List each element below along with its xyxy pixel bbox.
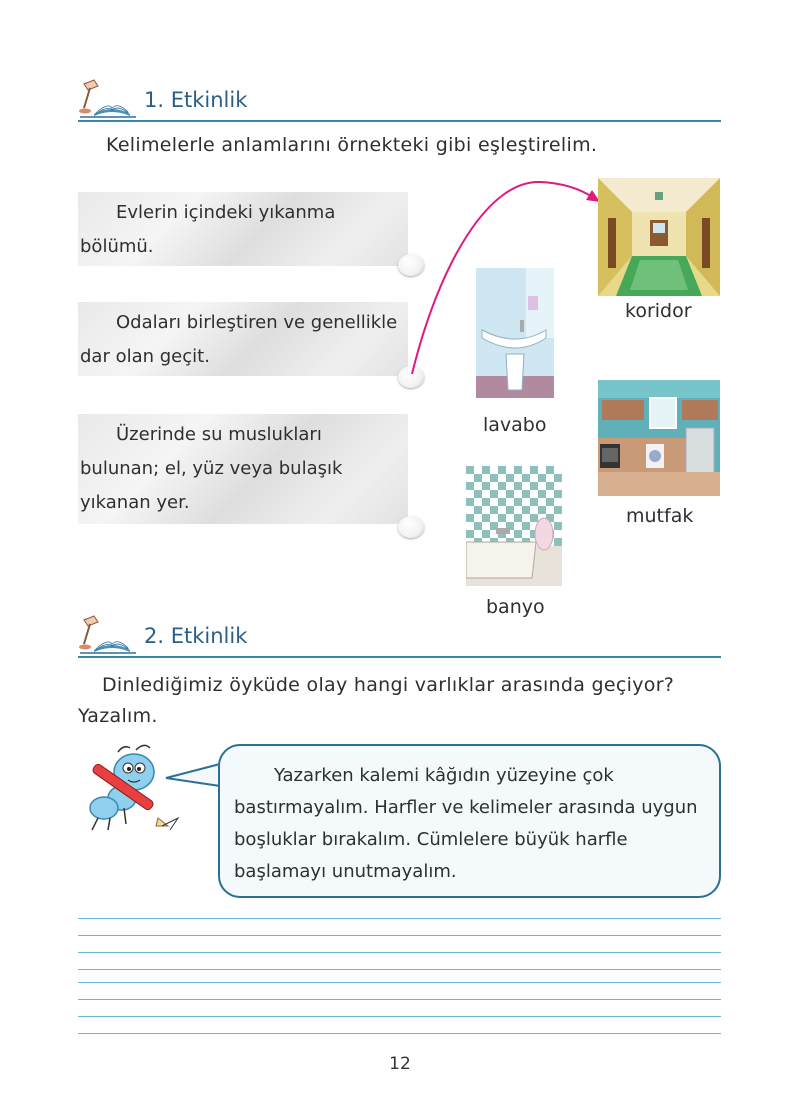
writing-lines-1[interactable] (78, 918, 721, 970)
activity1-rule (78, 120, 721, 122)
activity1-title: 1. Etkinlik (144, 88, 248, 112)
corridor-picture (598, 178, 720, 296)
desk-lamp-book-icon (78, 614, 138, 654)
writing-lines-2[interactable] (78, 982, 721, 1034)
writing-tip-bubble (218, 744, 721, 898)
bathroom-picture (466, 466, 562, 586)
word-lavabo: lavabo (483, 414, 547, 436)
definition-text-3: Üzerinde su muslukları bulunan; el, yüz veya bulaşık yıkanan yer. (80, 424, 343, 513)
sink-picture (476, 268, 554, 398)
activity2-title: 2. Etkinlik (144, 624, 248, 648)
desk-lamp-book-icon (78, 78, 138, 118)
definition-card-2 (78, 302, 408, 376)
activity2-header (78, 614, 721, 658)
activity1-header (78, 78, 721, 122)
definition-text-2: Odaları birleştiren ve genellikle dar olan geçit. (80, 312, 398, 367)
word-banyo: banyo (486, 596, 545, 618)
match-dot-3[interactable] (398, 516, 424, 538)
kitchen-picture (598, 380, 720, 496)
word-mutfak: mutfak (626, 505, 694, 527)
activity2-instruction: Dinlediğimiz öyküde olay hangi varlıklar arasında geçiyor? Yazalım. (78, 674, 675, 727)
definition-text-1: Evlerin içindeki yıkanma bölümü. (80, 202, 336, 257)
page-number: 12 (389, 1054, 411, 1074)
definition-card-1 (78, 192, 408, 266)
speech-bubble-tail (162, 760, 224, 790)
writing-tip-text: Yazarken kalemi kâğıdın yüzeyine çok bastırmayalım. Harfler ve kelimeler arasında uygun boşluklar bırakalım. Cümlelere büyük harfle başlamayı unutmayalım. (234, 765, 698, 882)
activity1-instruction: Kelimelerle anlamlarını örnekteki gibi eşleştirelim. (106, 134, 598, 156)
activity2-rule (78, 656, 721, 658)
word-koridor: koridor (625, 300, 692, 322)
definition-card-3 (78, 414, 408, 524)
